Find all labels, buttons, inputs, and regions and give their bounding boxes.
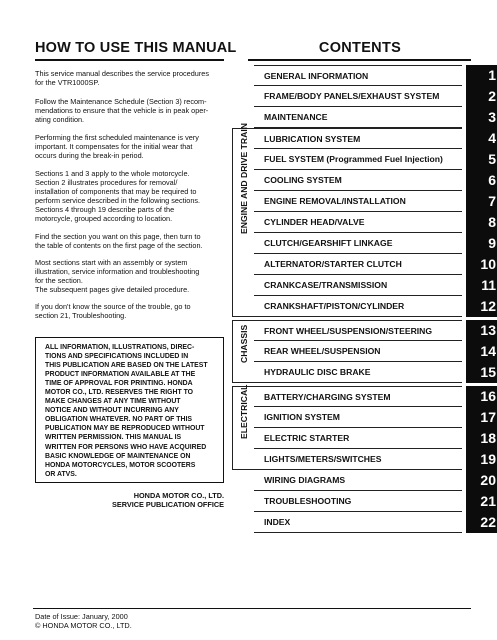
footer-rule (33, 608, 471, 609)
sections-paragraph: Sections 1 and 3 apply to the whole motorcycle. Section 2 illustrates procedures for removal/ installation of components that may be required to perform service described in the following sections. Sections 4 through 19 describe parts of the motorcycle, grouped according to location. (35, 169, 201, 223)
find-section-paragraph: Find the section you want on this page, then turn to the table of contents on the first page of the section. (35, 232, 203, 250)
toc-row[interactable] (254, 428, 496, 449)
toc-title: BATTERY/CHARGING SYSTEM (254, 386, 462, 407)
manual-title-rule (35, 59, 224, 61)
toc-number: 19 (466, 449, 497, 470)
toc-number: 8 (466, 212, 497, 233)
manual-title: HOW TO USE THIS MANUAL (35, 40, 237, 56)
toc-title: MAINTENANCE (254, 107, 462, 128)
toc-title: COOLING SYSTEM (254, 170, 462, 191)
toc-row[interactable] (254, 128, 496, 149)
toc-number: 5 (466, 149, 497, 170)
group-label-electrical: ELECTRICAL (239, 384, 249, 439)
contents-title: CONTENTS (318, 40, 402, 56)
toc-number: 20 (466, 470, 497, 491)
toc-row[interactable] (254, 107, 496, 128)
toc-row[interactable] (254, 341, 496, 362)
toc-title: ENGINE REMOVAL/INSTALLATION (254, 191, 462, 212)
toc-number: 14 (466, 341, 497, 362)
publisher-block: HONDA MOTOR CO., LTD. SERVICE PUBLICATION OFFICE (111, 491, 224, 509)
toc-number: 15 (466, 362, 497, 383)
toc-title: FRAME/BODY PANELS/EXHAUST SYSTEM (254, 86, 462, 107)
toc-row[interactable] (254, 470, 496, 491)
toc-title: IGNITION SYSTEM (254, 407, 462, 428)
toc-row[interactable] (254, 386, 496, 407)
toc-row[interactable] (254, 233, 496, 254)
toc-row[interactable] (254, 449, 496, 470)
group-label-engine: ENGINE AND DRIVE TRAIN (239, 122, 249, 234)
toc-title: LIGHTS/METERS/SWITCHES (254, 449, 462, 470)
toc-row[interactable] (254, 149, 496, 170)
toc-title: CRANKSHAFT/PISTON/CYLINDER (254, 296, 462, 317)
toc-number: 16 (466, 386, 497, 407)
toc-title: FRONT WHEEL/SUSPENSION/STEERING (254, 320, 462, 341)
toc-number: 13 (466, 320, 497, 341)
troubleshooting-paragraph: If you don't know the source of the trouble, go to section 21, Troubleshooting. (35, 302, 191, 320)
toc-number: 2 (466, 86, 497, 107)
toc-number: 17 (466, 407, 497, 428)
toc-title: FUEL SYSTEM (Programmed Fuel Injection) (254, 149, 462, 170)
toc-title: CRANKCASE/TRANSMISSION (254, 275, 462, 296)
toc-row[interactable] (254, 65, 496, 86)
toc-number: 11 (466, 275, 497, 296)
toc-row[interactable] (254, 254, 496, 275)
toc-number: 12 (466, 296, 497, 317)
toc-number: 1 (466, 65, 497, 86)
group-bracket-engine (232, 122, 254, 317)
toc-row[interactable] (254, 212, 496, 233)
toc-row[interactable] (254, 191, 496, 212)
toc-row[interactable] (254, 512, 496, 533)
toc-title: GENERAL INFORMATION (254, 65, 462, 86)
toc-row[interactable] (254, 362, 496, 383)
toc-title: WIRING DIAGRAMS (254, 470, 462, 491)
toc-number: 22 (466, 512, 497, 533)
toc-row[interactable] (254, 86, 496, 107)
toc-title: HYDRAULIC DISC BRAKE (254, 362, 462, 383)
toc-row[interactable] (254, 275, 496, 296)
group-bracket-electrical (232, 386, 254, 470)
toc-title: ELECTRIC STARTER (254, 428, 462, 449)
toc-number: 9 (466, 233, 497, 254)
toc-row[interactable] (254, 296, 496, 317)
toc-row[interactable] (254, 170, 496, 191)
toc-number: 21 (466, 491, 497, 512)
toc-row[interactable] (254, 491, 496, 512)
toc-row[interactable] (254, 407, 496, 428)
toc-row[interactable] (254, 320, 496, 341)
toc-number: 10 (466, 254, 497, 275)
section-structure-paragraph: Most sections start with an assembly or system illustration, service information and troubleshooting for the section. The subsequent pages give detailed procedure. (35, 258, 200, 294)
toc-number: 6 (466, 170, 497, 191)
group-label-chassis: CHASSIS (239, 324, 249, 363)
toc-number: 7 (466, 191, 497, 212)
toc-title: LUBRICATION SYSTEM (254, 128, 462, 149)
footer-block: Date of Issue: January, 2000 © HONDA MOTOR CO., LTD. (35, 612, 132, 630)
maintenance-paragraph: Follow the Maintenance Schedule (Section 3) recom- mendations to ensure that the vehicle is in peak oper- ating condition. (35, 97, 209, 124)
intro-paragraph: This service manual describes the service procedures for the VTR1000SP. (35, 69, 209, 87)
notice-box: ALL INFORMATION, ILLUSTRATIONS, DIREC- TIONS AND SPECIFICATIONS INCLUDED IN THIS PUBLICATION ARE BASED ON THE LATEST PRODUCT INFORMATION AVAILABLE AT THE TIME OF APPROVAL FOR PRINTING. HONDA MOTOR CO., LTD. RESERVES THE RIGHT TO MAKE CHANGES AT ANY TIME WITHOUT NOTICE AND WITHOUT INCURRING ANY OBLIGATION WHATEVER. NO PART OF THIS PUBLICATION MAY BE REPRODUCED WITHOUT WRITTEN PERMISSION. THIS MANUAL IS WRITTEN FOR PERSONS WHO HAVE ACQUIRED BASIC KNOWLEDGE OF MAINTENANCE ON HONDA MOTORCYCLES, MOTOR SCOOTERS OR ATVS. (35, 337, 224, 483)
first-maintenance-paragraph: Performing the first scheduled maintenance is very important. It compensates for the initial wear that occurs during the break-in period. (35, 133, 199, 160)
toc-title: INDEX (254, 512, 462, 533)
toc-title: CLUTCH/GEARSHIFT LINKAGE (254, 233, 462, 254)
toc-title: CYLINDER HEAD/VALVE (254, 212, 462, 233)
toc-title: ALTERNATOR/STARTER CLUTCH (254, 254, 462, 275)
toc-title: TROUBLESHOOTING (254, 491, 462, 512)
group-bracket-chassis (232, 320, 254, 383)
contents-title-rule (248, 59, 471, 61)
toc-title: REAR WHEEL/SUSPENSION (254, 341, 462, 362)
toc-number: 3 (466, 107, 497, 128)
toc-number: 18 (466, 428, 497, 449)
toc-number: 4 (466, 128, 497, 149)
